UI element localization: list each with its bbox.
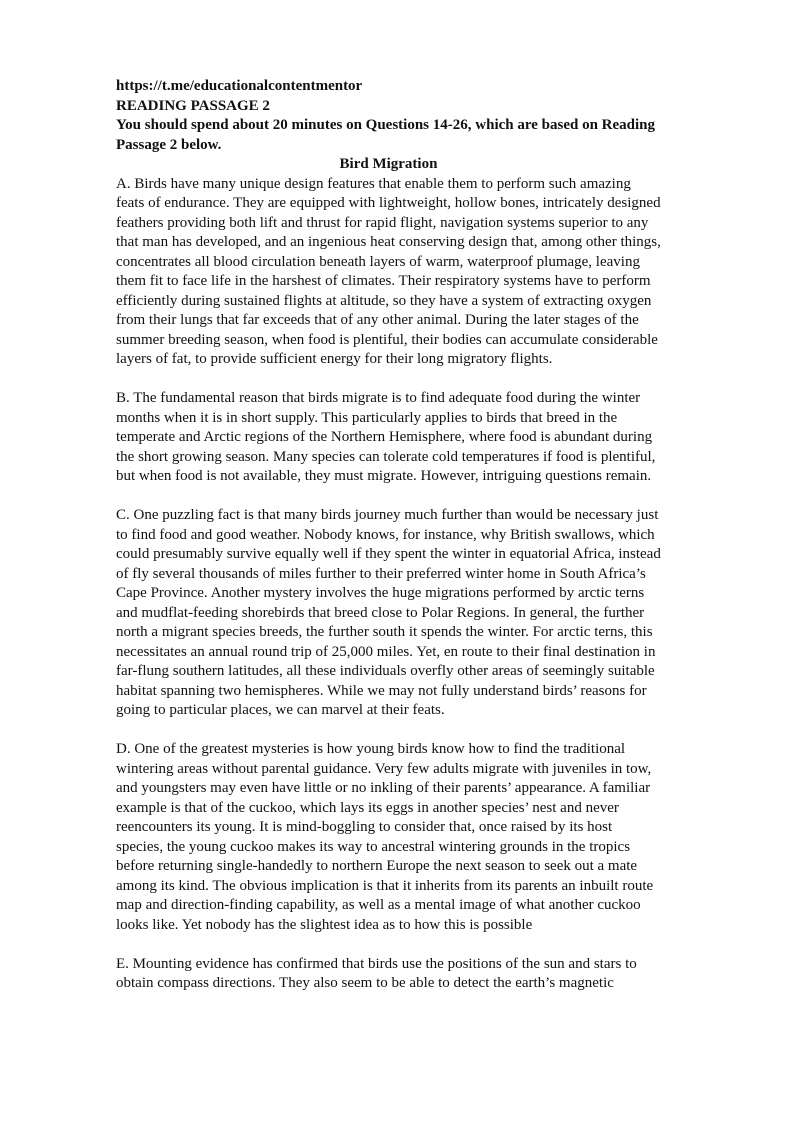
paragraph-c: C. One puzzling fact is that many birds journey much further than would be necessary just to find food and good weather. Nobody knows, for instance, why British swallows, which could presumably survive equally well if they spent the winter in equatorial Africa, instead of fly several thousands of miles further to their preferred winter home in South Africa’s Cape Province. Another mystery involves the huge migrations performed by arctic terns and mudflat-feeding shorebirds that breed close to Polar Regions. In general, the further north a migrant species breeds, the further south it spends the winter. For arctic terns, this necessitates an annual round trip of 25,000 miles. Yet, en route to their final destination in far-flung southern latitudes, all these individuals overfly other areas of seemingly suitable habitat spanning two hemispheres. While we may not fully understand birds’ reasons for going to particular places, we can marvel at their feats. xyxy=(116,507,661,718)
section-heading: READING PASSAGE 2 xyxy=(116,97,270,114)
paragraph-a: A. Birds have many unique design features that enable them to perform such amazing feats of endurance. They are equipped with lightweight, hollow bones, intricately designed feathers providing both lift and thrust for rapid flight, navigation systems superior to any that man has developed, and an ingenious heat conserving design that, among other things, concentrates all blood circulation beneath layers of warm, waterproof plumage, leaving them fit to face life in the harshest of climates. Their respiratory systems have to perform efficiently during sustained flights at altitude, so they have a system of extracting oxygen from their lungs that far exceeds that of any other animal. During the later stages of the summer breeding season, when food is plentiful, their bodies can accumulate considerable layers of fat, to provide sufficient energy for their long migratory flights. xyxy=(116,175,661,367)
source-link-line xyxy=(116,77,661,97)
paragraph-e: E. Mounting evidence has confirmed that birds use the positions of the sun and stars to obtain compass directions. They also seem to be able to detect the earth’s magnetic xyxy=(116,955,637,991)
passage-title: Bird Migration xyxy=(339,156,438,172)
paragraph-b: B. The fundamental reason that birds migrate is to find adequate food during the winter months when it is in short supply. This particularly applies to birds that breed in the temperate and Arctic regions of the Northern Hemisphere, where food is abundant during the short growing season. Many species can tolerate cold temperatures if food is plentiful, but when food is not available, they must migrate. However, intriguing questions remain. xyxy=(116,390,656,484)
telegram-link[interactable]: https://t.me/educationalcontentmentor xyxy=(116,78,363,94)
document-page xyxy=(116,77,661,1013)
instruction-text: You should spend about 20 minutes on Questions 14-26, which are based on Reading Passage 2 below. xyxy=(116,117,656,153)
paragraph-d: D. One of the greatest mysteries is how young birds know how to find the traditional wintering areas without parental guidance. Very few adults migrate with juveniles in tow, and youngsters may even have little or no inkling of their parents’ appearance. A familiar example is that of the cuckoo, which lays its eggs in another species’ nest and never reencounters its young. It is mind-boggling to consider that, once raised by its host species, the young cuckoo makes its way to ancestral wintering grounds in the tropics before returning single-handedly to northern Europe the next season to seek out a mate among its kind. The obvious implication is that it inherits from its parents an inbuilt route map and direction-finding capability, as well as a mental image of what another cuckoo looks like. Yet nobody has the slightest idea as to how this is possible xyxy=(116,741,654,933)
